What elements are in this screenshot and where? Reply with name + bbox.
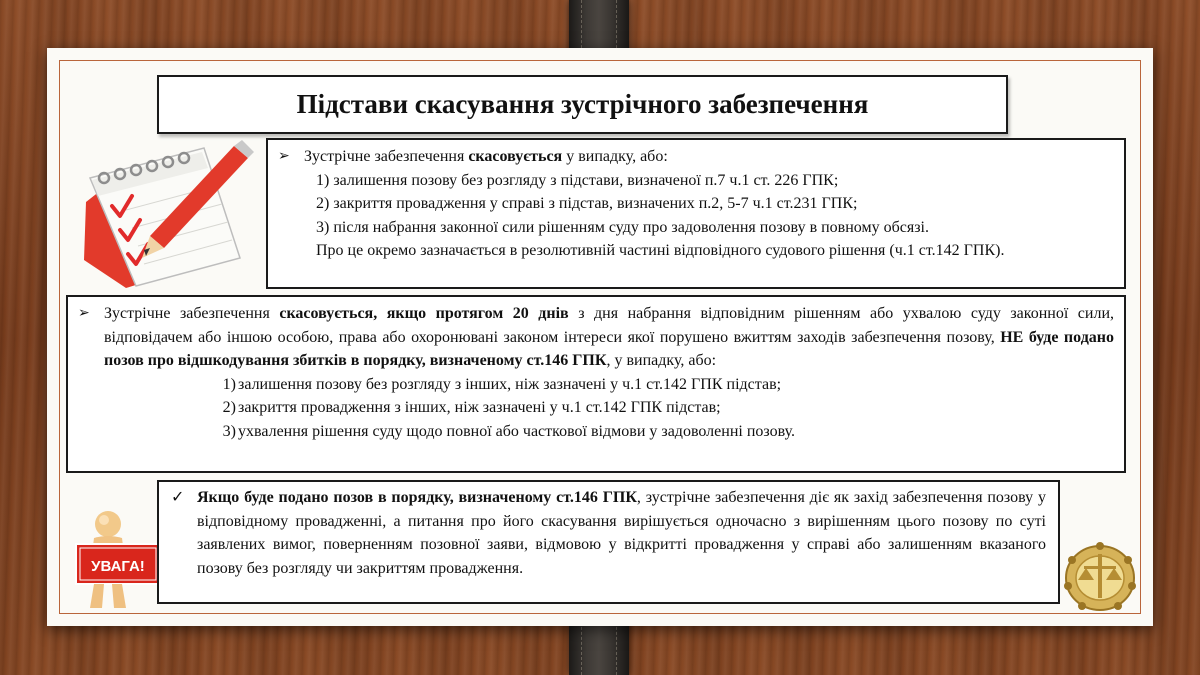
conditions-box-3	[157, 480, 1060, 604]
bullet-line	[171, 486, 1046, 580]
list-item: 3) після набрання законної сили рішенням суду про задоволення позову в повному обсязі.	[316, 218, 929, 236]
arrow-bullet-icon: ➢	[278, 149, 290, 164]
bullet-text: Зустрічне забезпечення скасовується, якщо протягом 20 днів з дня набрання відповідним рішенням або ухвалою суду законної сили, відповідачем або іншою особою, права або охоронювані законом інтереси якої порушено вжиттям заходів забезпечення позову, НЕ буде подано позов про відшкодування збитків в порядку, визначеному ст.146 ГПК, у випадку, або:	[104, 305, 1115, 369]
list-item: 2) закриття провадження у справі з підстав, визначених п.2, 5-7 ч.1 ст.231 ГПК;	[316, 195, 858, 212]
bullet-text: Зустрічне забезпечення скасовується у випадку, або:	[304, 148, 668, 165]
bullet-text: Якщо буде подано позов в порядку, визначеному ст.146 ГПК, зустрічне забезпечення діє як захід забезпечення позову у відповідному провадженні, а питання про його скасування вирішується одночасно з вирішенням цього позову по суті заявлених вимог, поверненням позовної заяви, відмовою у відкритті провадження у справі або залишенням вказаного позову без розгляду чи закриттям провадження.	[197, 489, 1046, 577]
list-item: 2) закриття провадження з інших, ніж зазначені у ч.1 ст.142 ГПК підстав;	[222, 399, 721, 416]
conditions-box-1	[266, 138, 1126, 289]
list-item: 1) залишення позову без розгляду з інших, ніж зазначені у ч.1 ст.142 ГПК підстав;	[222, 375, 782, 393]
warning-sign-label: УВАГА!	[91, 558, 145, 575]
person-warning-sign-icon	[64, 508, 160, 612]
bullet-line	[278, 145, 1114, 169]
court-emblem-icon	[1060, 540, 1140, 614]
note-text: Про це окремо зазначається в резолютивній частині відповідного судового рішення (ч.1 ст.142 ГПК).	[316, 242, 1005, 259]
list-item: 1) залишення позову без розгляду з підстави, визначеної п.7 ч.1 ст. 226 ГПК;	[316, 171, 839, 189]
arrow-bullet-icon: ➢	[78, 306, 90, 321]
bullet-line	[78, 302, 1114, 373]
page-title: Підстави скасування зустрічного забезпечення	[296, 89, 869, 119]
check-bullet-icon: ✓	[171, 489, 185, 506]
list-item: 3) ухвалення рішення суду щодо повної або часткової відмови у задоволенні позову.	[222, 422, 796, 440]
title-box	[157, 75, 1008, 134]
notepad-checklist-icon	[66, 140, 256, 288]
conditions-box-2	[66, 295, 1126, 473]
